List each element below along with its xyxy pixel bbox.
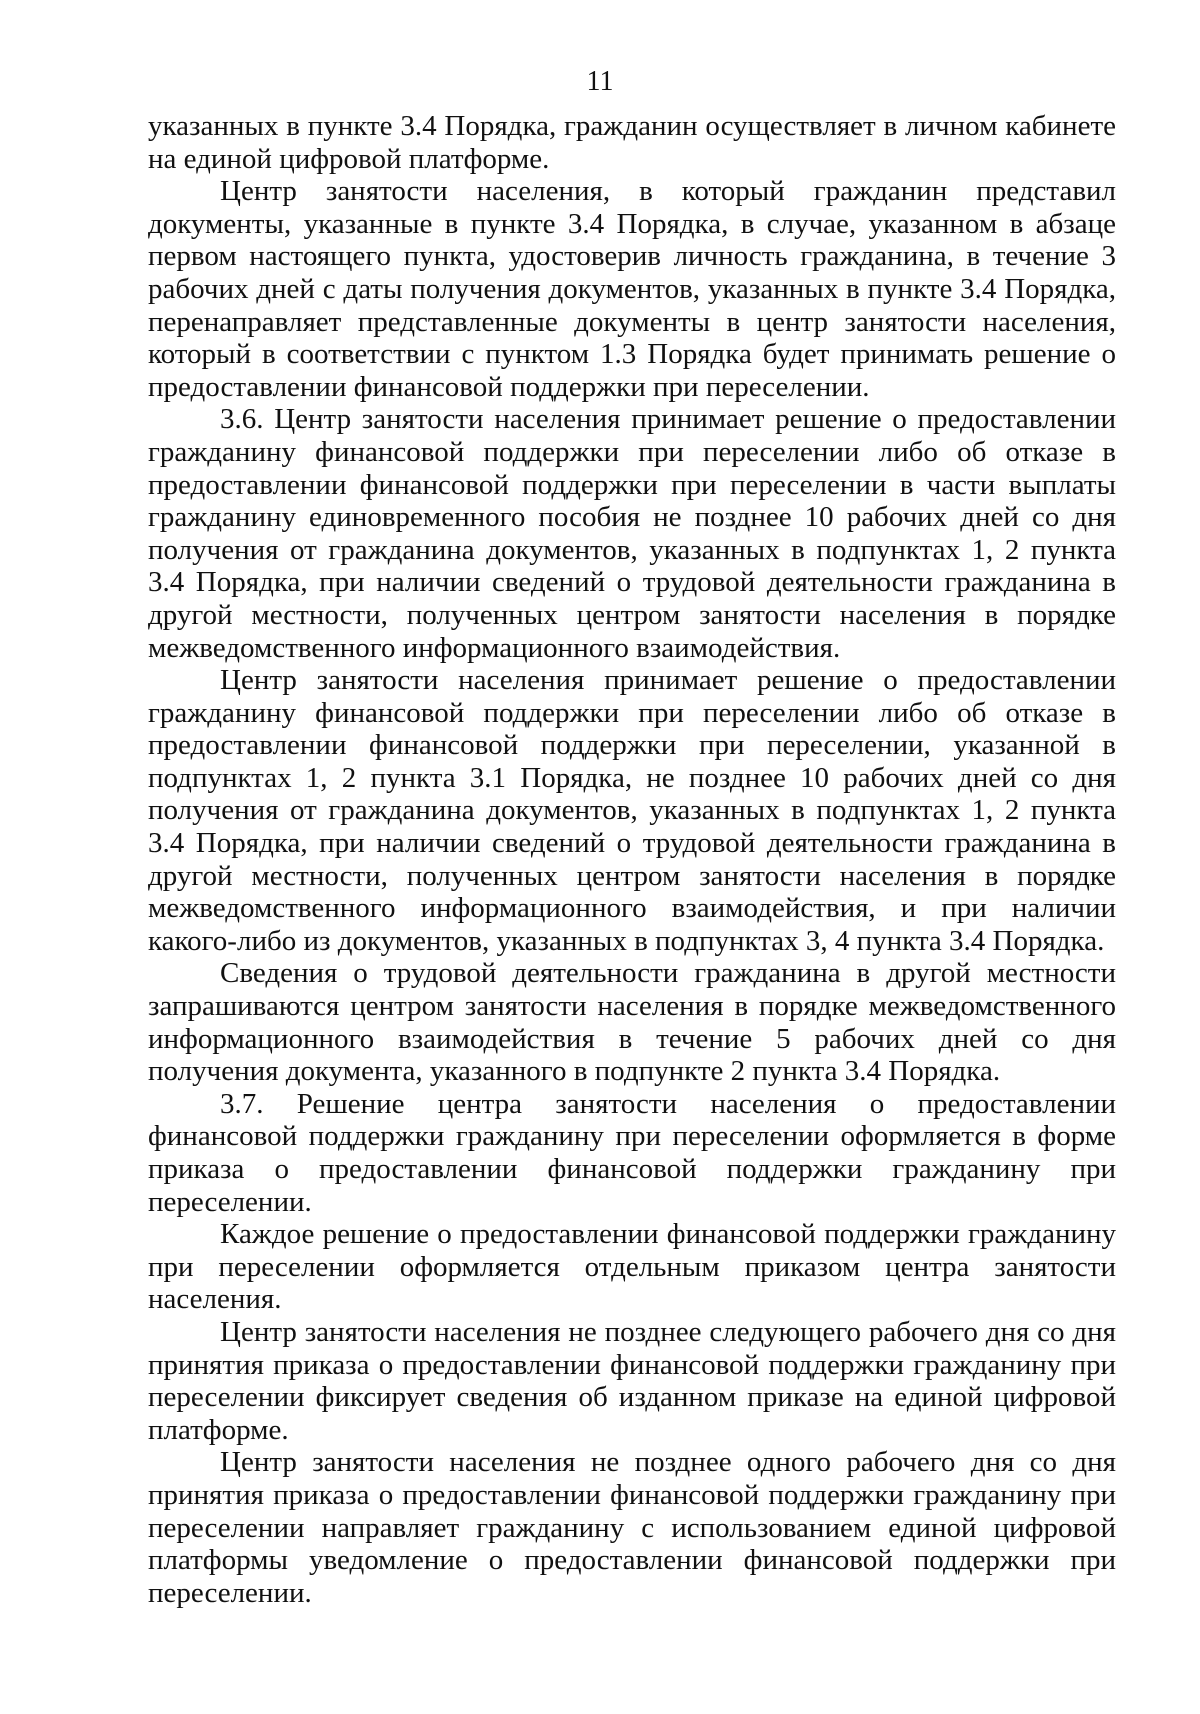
page-number: 11 bbox=[586, 66, 614, 97]
paragraph-platform-record: Центр занятости населения не позднее следующего рабочего дня со дня принятия приказа о предоставлении финансовой поддержки гражданину при переселении фиксирует сведения об изданном приказе на единой цифровой платформе. bbox=[148, 1315, 1116, 1446]
paragraph-redirect-documents: Центр занятости населения, в который гражданин представил документы, указанные в пункте 3.4 Порядка, в случае, указанном в абзаце первом настоящего пункта, удостоверив личность гражданина, в течение 3 рабочих дней с даты получения документов, указанных в пункте 3.4 Порядка, перенаправляет представленные документы в центр занятости населения, который в соответствии с пунктом 1.3 Порядка будет принимать решение о предоставлении финансовой поддержки при переселении. bbox=[148, 175, 1116, 403]
paragraph-separate-order: Каждое решение о предоставлении финансовой поддержки гражданину при переселении оформляется отдельным приказом центра занятости населения. bbox=[148, 1218, 1116, 1316]
paragraph-decision-subpoints: Центр занятости населения принимает решение о предоставлении гражданину финансовой поддержки при переселении либо об отказе в предоставлении финансовой поддержки при переселении, указанной в подпунктах 1, 2 пункта 3.1 Порядка, не позднее 10 рабочих дней со дня получения от гражданина документов, указанных в подпунктах 1, 2 пункта 3.4 Порядка, при наличии сведений о трудовой деятельности гражданина в другой местности, полученных центром занятости населения в порядке межведомственного информационного взаимодействия, и при наличии какого-либо из документов, указанных в подпунктах 3, 4 пункта 3.4 Порядка. bbox=[148, 664, 1116, 957]
paragraph-3-6-decision: 3.6. Центр занятости населения принимает решение о предоставлении гражданину финансовой поддержки при переселении либо об отказе в предоставлении финансовой поддержки при переселении в части выплаты гражданину единовременного пособия не позднее 10 рабочих дней со дня получения от гражданина документов, указанных в подпунктах 1, 2 пункта 3.4 Порядка, при наличии сведений о трудовой деятельности гражданина в другой местности, полученных центром занятости населения в порядке межведомственного информационного взаимодействия. bbox=[148, 403, 1116, 664]
paragraph-3-7-order: 3.7. Решение центра занятости населения о предоставлении финансовой поддержки гражданину при переселении оформляется в форме приказа о предоставлении финансовой поддержки гражданину при переселении. bbox=[148, 1087, 1116, 1218]
paragraph-employment-info-request: Сведения о трудовой деятельности гражданина в другой местности запрашиваются центром занятости населения в порядке межведомственного информационного взаимодействия в течение 5 рабочих дней со дня получения документа, указанного в подпункте 2 пункта 3.4 Порядка. bbox=[148, 957, 1116, 1088]
paragraph-continuation: указанных в пункте 3.4 Порядка, гражданин осуществляет в личном кабинете на единой цифровой платформе. bbox=[148, 110, 1116, 175]
paragraph-notification: Центр занятости населения не позднее одного рабочего дня со дня принятия приказа о предоставлении финансовой поддержки гражданину при переселении направляет гражданину с использованием единой цифровой платформы уведомление о предоставлении финансовой поддержки при переселении. bbox=[148, 1446, 1116, 1609]
document-body bbox=[148, 110, 1116, 1609]
